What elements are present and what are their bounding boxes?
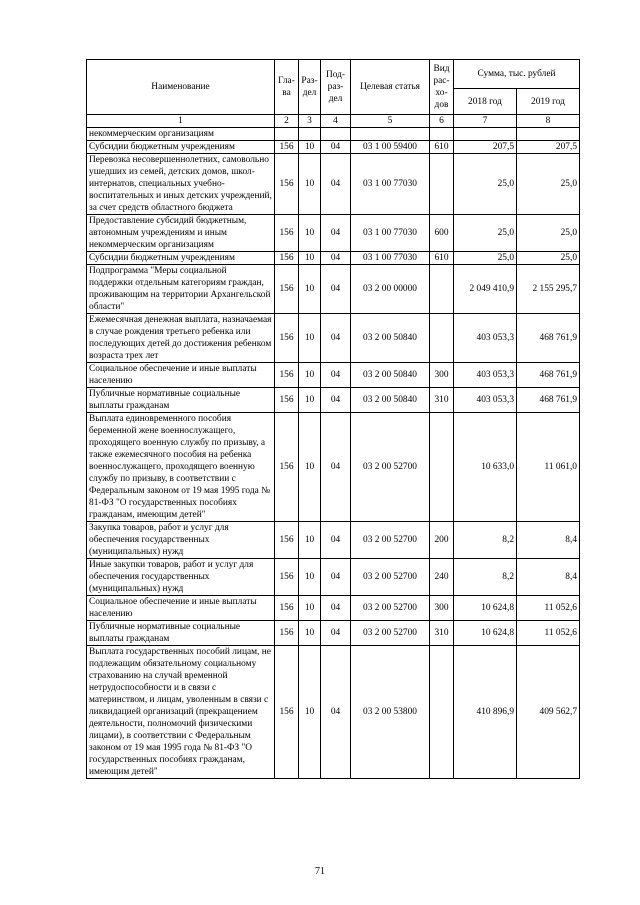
row-target-article: 03 2 00 50840 [351, 388, 430, 413]
row-subsection: 04 [321, 363, 351, 388]
row-expense-type: 310 [430, 388, 454, 413]
row-expense-type: 300 [430, 596, 454, 621]
row-subsection: 04 [321, 141, 351, 154]
row-sum-2018: 25,0 [454, 215, 517, 252]
header-target: Целевая статья [351, 60, 430, 115]
table-row [87, 596, 580, 621]
row-sum-2019: 8,4 [517, 559, 580, 596]
row-expense-type: 610 [430, 141, 454, 154]
row-section [299, 128, 321, 141]
row-subsection: 04 [321, 215, 351, 252]
row-sum-2019 [517, 128, 580, 141]
column-number: 2 [275, 115, 299, 128]
table-row [87, 141, 580, 154]
row-chapter: 156 [275, 596, 299, 621]
row-sum-2019: 11 061,0 [517, 413, 580, 522]
row-section: 10 [299, 559, 321, 596]
table-row [87, 646, 580, 779]
column-number: 7 [454, 115, 517, 128]
page-number: 71 [315, 866, 325, 877]
row-name: Закупка товаров, работ и услуг для обеспечения государственных (муниципальных) нужд [87, 522, 275, 559]
row-subsection: 04 [321, 413, 351, 522]
row-target-article: 03 2 00 50840 [351, 363, 430, 388]
column-number: 5 [351, 115, 430, 128]
row-subsection: 04 [321, 314, 351, 363]
row-expense-type [430, 646, 454, 779]
row-section: 10 [299, 388, 321, 413]
row-expense-type: 310 [430, 621, 454, 646]
table-row [87, 621, 580, 646]
header-year-2019: 2019 год [517, 89, 580, 115]
budget-table [86, 59, 580, 779]
row-target-article: 03 2 00 53800 [351, 646, 430, 779]
row-expense-type: 600 [430, 215, 454, 252]
row-sum-2018: 8,2 [454, 522, 517, 559]
row-sum-2018: 410 896,9 [454, 646, 517, 779]
header-subsection: Под-раз-дел [321, 60, 351, 115]
row-name: Социальное обеспечение и иные выплаты населению [87, 596, 275, 621]
row-section: 10 [299, 154, 321, 215]
row-chapter: 156 [275, 363, 299, 388]
row-expense-type [430, 154, 454, 215]
row-sum-2018: 10 633,0 [454, 413, 517, 522]
row-target-article: 03 1 00 77030 [351, 154, 430, 215]
row-sum-2019: 25,0 [517, 215, 580, 252]
row-expense-type: 240 [430, 559, 454, 596]
row-sum-2018 [454, 128, 517, 141]
row-sum-2018: 10 624,8 [454, 621, 517, 646]
column-number: 6 [430, 115, 454, 128]
row-chapter: 156 [275, 265, 299, 314]
row-chapter: 156 [275, 388, 299, 413]
row-chapter: 156 [275, 314, 299, 363]
row-name: Выплата единовременного пособия беременной жене военнослужащего, проходящего военную службу по призыву, а также ежемесячного пособия на ребенка военнослужащего, проходящего военную службу по призыву, в соответствии с Федеральным законом от 19 мая 1995 года № 81-ФЗ "О государственных пособиях гражданам, имеющим детей" [87, 413, 275, 522]
row-section: 10 [299, 363, 321, 388]
header-expense-type: Вид рас-хо-дов [430, 60, 454, 115]
row-target-article: 03 1 00 59400 [351, 141, 430, 154]
row-chapter: 156 [275, 621, 299, 646]
row-subsection: 04 [321, 621, 351, 646]
row-target-article: 03 2 00 52700 [351, 596, 430, 621]
row-name: Социальное обеспечение и иные выплаты населению [87, 363, 275, 388]
row-chapter: 156 [275, 413, 299, 522]
column-number: 4 [321, 115, 351, 128]
row-section: 10 [299, 621, 321, 646]
row-chapter: 156 [275, 559, 299, 596]
row-target-article: 03 1 00 77030 [351, 252, 430, 265]
header-name: Наименование [87, 60, 275, 115]
row-chapter [275, 128, 299, 141]
row-sum-2019: 11 052,6 [517, 596, 580, 621]
row-name: Перевозка несовершеннолетних, самовольно ушедших из семей, детских домов, школ-интернатов, специальных учебно-воспитательных и иных детских учреждений, за счет средств областного бюджета [87, 154, 275, 215]
header-sum: Сумма, тыс. рублей [454, 60, 580, 89]
column-number: 3 [299, 115, 321, 128]
row-expense-type [430, 128, 454, 141]
row-expense-type: 610 [430, 252, 454, 265]
header-chapter: Гла-ва [275, 60, 299, 115]
row-chapter: 156 [275, 154, 299, 215]
row-sum-2018: 25,0 [454, 154, 517, 215]
row-expense-type [430, 314, 454, 363]
row-sum-2018: 403 053,3 [454, 314, 517, 363]
row-sum-2019: 2 155 295,7 [517, 265, 580, 314]
table-row [87, 388, 580, 413]
row-section: 10 [299, 413, 321, 522]
row-chapter: 156 [275, 215, 299, 252]
row-section: 10 [299, 314, 321, 363]
row-sum-2019: 11 052,6 [517, 621, 580, 646]
column-number: 1 [87, 115, 275, 128]
row-sum-2019: 468 761,9 [517, 388, 580, 413]
row-sum-2018: 25,0 [454, 252, 517, 265]
row-name: Предоставление субсидий бюджетным, автономным учреждениям и иным некоммерческим организациям [87, 215, 275, 252]
row-expense-type [430, 265, 454, 314]
table-row [87, 154, 580, 215]
header-section: Раз-дел [299, 60, 321, 115]
table-row [87, 559, 580, 596]
row-subsection: 04 [321, 265, 351, 314]
row-name: Субсидии бюджетным учреждениям [87, 252, 275, 265]
table-row [87, 252, 580, 265]
row-name: Подпрограмма "Меры социальной поддержки отдельным категориям граждан, проживающим на территории Архангельской области" [87, 265, 275, 314]
row-name: Ежемесячная денежная выплата, назначаемая в случае рождения третьего ребенка или последующих детей до достижения ребенком возраста трех лет [87, 314, 275, 363]
row-expense-type: 200 [430, 522, 454, 559]
row-subsection: 04 [321, 252, 351, 265]
row-section: 10 [299, 252, 321, 265]
row-sum-2018: 403 053,3 [454, 388, 517, 413]
row-sum-2018: 403 053,3 [454, 363, 517, 388]
row-subsection: 04 [321, 522, 351, 559]
row-expense-type: 300 [430, 363, 454, 388]
row-sum-2019: 409 562,7 [517, 646, 580, 779]
row-chapter: 156 [275, 646, 299, 779]
row-section: 10 [299, 646, 321, 779]
table-row [87, 413, 580, 522]
row-name: Иные закупки товаров, работ и услуг для обеспечения государственных (муниципальных) нужд [87, 559, 275, 596]
row-sum-2018: 8,2 [454, 559, 517, 596]
row-target-article: 03 2 00 52700 [351, 413, 430, 522]
row-sum-2018: 2 049 410,9 [454, 265, 517, 314]
row-name: Публичные нормативные социальные выплаты гражданам [87, 621, 275, 646]
header-year-2018: 2018 год [454, 89, 517, 115]
table-row [87, 363, 580, 388]
row-subsection: 04 [321, 559, 351, 596]
row-subsection: 04 [321, 154, 351, 215]
row-sum-2019: 25,0 [517, 252, 580, 265]
row-expense-type [430, 413, 454, 522]
table-row [87, 128, 580, 141]
row-name: некоммерческим организациям [87, 128, 275, 141]
row-section: 10 [299, 215, 321, 252]
row-sum-2018: 207,5 [454, 141, 517, 154]
row-sum-2018: 10 624,8 [454, 596, 517, 621]
row-target-article: 03 2 00 00000 [351, 265, 430, 314]
row-subsection: 04 [321, 596, 351, 621]
row-sum-2019: 468 761,9 [517, 363, 580, 388]
row-target-article: 03 2 00 52700 [351, 559, 430, 596]
row-sum-2019: 207,5 [517, 141, 580, 154]
row-sum-2019: 25,0 [517, 154, 580, 215]
row-section: 10 [299, 596, 321, 621]
row-name: Публичные нормативные социальные выплаты гражданам [87, 388, 275, 413]
row-section: 10 [299, 522, 321, 559]
row-subsection [321, 128, 351, 141]
table-row [87, 215, 580, 252]
table-row [87, 314, 580, 363]
row-target-article: 03 1 00 77030 [351, 215, 430, 252]
row-target-article: 03 2 00 52700 [351, 522, 430, 559]
row-subsection: 04 [321, 388, 351, 413]
row-section: 10 [299, 141, 321, 154]
row-target-article [351, 128, 430, 141]
table-row [87, 265, 580, 314]
column-number: 8 [517, 115, 580, 128]
row-subsection: 04 [321, 646, 351, 779]
table-row [87, 522, 580, 559]
row-target-article: 03 2 00 52700 [351, 621, 430, 646]
row-section: 10 [299, 265, 321, 314]
row-chapter: 156 [275, 141, 299, 154]
row-sum-2019: 8,4 [517, 522, 580, 559]
row-name: Выплата государственных пособий лицам, не подлежащим обязательному социальному страхованию на случай временной нетрудоспособности и в связи с материнством, и лицам, уволенным в связи с ликвидацией организаций (прекращением деятельности, полномочий физическими лицами), в соответствии с Федеральным законом от 19 мая 1995 года № 81-ФЗ "О государственных пособиях гражданам, имеющим детей" [87, 646, 275, 779]
row-target-article: 03 2 00 50840 [351, 314, 430, 363]
row-name: Субсидии бюджетным учреждениям [87, 141, 275, 154]
row-sum-2019: 468 761,9 [517, 314, 580, 363]
row-chapter: 156 [275, 522, 299, 559]
row-chapter: 156 [275, 252, 299, 265]
